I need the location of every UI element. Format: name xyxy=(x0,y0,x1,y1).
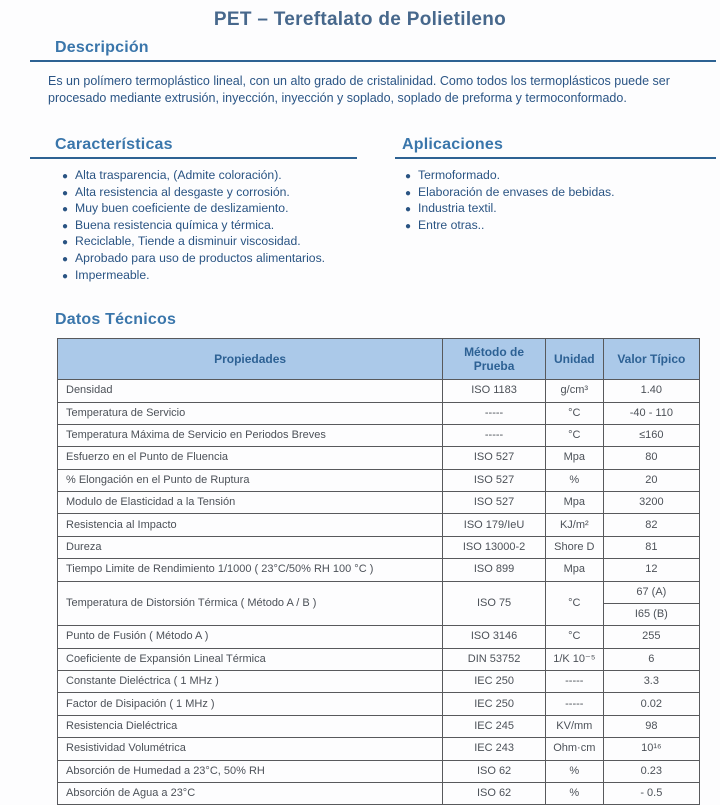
descripcion-heading-rule xyxy=(30,39,716,62)
table-row xyxy=(58,402,700,424)
value-cell: °C xyxy=(545,424,603,446)
list-item xyxy=(62,268,357,285)
value-cell: ISO 62 xyxy=(443,782,546,804)
value-cell: 67 (A) xyxy=(603,581,699,603)
bullet-icon: ● xyxy=(62,253,69,265)
datos-tecnicos-heading: Datos Técnicos xyxy=(55,311,177,329)
bullet-icon: ● xyxy=(62,204,69,216)
value-cell: °C xyxy=(545,626,603,648)
list-item-label: Alta resistencia al desgaste y corrosión. xyxy=(75,184,290,199)
value-cell: 0.02 xyxy=(603,693,699,715)
value-cell: % xyxy=(545,469,603,491)
bullet-icon: ● xyxy=(62,187,69,199)
property-cell: % Elongación en el Punto de Ruptura xyxy=(58,469,443,491)
bullet-icon: ● xyxy=(405,220,412,232)
aplicaciones-heading-rule xyxy=(395,136,716,159)
list-item-label: Buena resistencia química y térmica. xyxy=(75,217,275,232)
value-cell: ----- xyxy=(545,671,603,693)
value-cell: ISO 13000-2 xyxy=(443,536,546,558)
value-cell: 81 xyxy=(603,536,699,558)
list-item xyxy=(405,168,720,185)
list-item-label: Aprobado para uso de productos alimentarios. xyxy=(75,250,326,265)
descripcion-body: Es un polímero termoplástico lineal, con un alto grado de cristalinidad. Como todos los termoplásticos puede ser procesado mediante extrusión, inyección, inyección y soplado, soplado de preforma y termoconformado. xyxy=(48,74,670,105)
property-cell: Temperatura de Distorsión Térmica ( Método A / B ) xyxy=(58,581,443,626)
property-cell: Temperatura Máxima de Servicio en Periodos Breves xyxy=(58,424,443,446)
property-cell: Modulo de Elasticidad a la Tensión xyxy=(58,492,443,514)
datos-tecnicos-table xyxy=(57,338,700,805)
property-cell: Dureza xyxy=(58,536,443,558)
value-cell: -40 - 110 xyxy=(603,402,699,424)
column-header: Propiedades xyxy=(58,339,443,380)
value-cell: Ohm·cm xyxy=(545,738,603,760)
caracteristicas-list xyxy=(0,168,357,284)
bullet-icon: ● xyxy=(62,171,69,182)
value-cell: KV/mm xyxy=(545,715,603,737)
list-item-label: Muy buen coeficiente de deslizamiento. xyxy=(75,201,289,216)
list-item xyxy=(62,234,357,251)
table-row xyxy=(58,559,700,581)
list-item-label: Impermeable. xyxy=(75,267,150,282)
list-item xyxy=(405,218,720,235)
value-cell: % xyxy=(545,782,603,804)
section-aplicaciones xyxy=(357,136,720,284)
value-cell: °C xyxy=(545,402,603,424)
bullet-icon: ● xyxy=(405,204,412,216)
value-cell: ISO 1183 xyxy=(443,380,546,402)
value-cell: ----- xyxy=(545,693,603,715)
property-cell: Absorción de Agua a 23°C xyxy=(58,782,443,804)
value-cell: 255 xyxy=(603,626,699,648)
value-cell: Mpa xyxy=(545,447,603,469)
section-descripcion xyxy=(0,39,720,107)
list-item xyxy=(62,201,357,218)
section-datos-tecnicos xyxy=(0,311,720,805)
table-header-row xyxy=(58,339,700,380)
value-cell: °C xyxy=(545,581,603,626)
caracteristicas-heading: Características xyxy=(55,136,173,153)
table-row xyxy=(58,648,700,670)
page-title: PET – Tereftalato de Polietileno xyxy=(213,9,507,30)
value-cell: % xyxy=(545,760,603,782)
table-row xyxy=(58,492,700,514)
bullet-icon: ● xyxy=(62,237,69,249)
value-cell: Shore D xyxy=(545,536,603,558)
value-cell: ISO 899 xyxy=(443,559,546,581)
list-item xyxy=(62,168,357,185)
list-item xyxy=(405,201,720,218)
table-row xyxy=(58,514,700,536)
property-cell: Coeficiente de Expansión Lineal Térmica xyxy=(58,648,443,670)
table-row xyxy=(58,782,700,804)
value-cell: 20 xyxy=(603,469,699,491)
value-cell: DIN 53752 xyxy=(443,648,546,670)
table-row xyxy=(58,469,700,491)
value-cell: ----- xyxy=(443,424,546,446)
value-cell: ISO 179/IeU xyxy=(443,514,546,536)
table-body xyxy=(58,380,700,805)
table-row xyxy=(58,715,700,737)
aplicaciones-heading: Aplicaciones xyxy=(402,136,504,153)
table-row xyxy=(58,626,700,648)
value-cell: IEC 245 xyxy=(443,715,546,737)
table-row xyxy=(58,424,700,446)
list-item xyxy=(405,185,720,202)
value-cell: 3.3 xyxy=(603,671,699,693)
property-cell: Punto de Fusión ( Método A ) xyxy=(58,626,443,648)
value-cell: 12 xyxy=(603,559,699,581)
table-header xyxy=(58,339,700,380)
property-cell: Resistencia Dieléctrica xyxy=(58,715,443,737)
property-cell: Factor de Disipación ( 1 MHz ) xyxy=(58,693,443,715)
column-header: Valor Típico xyxy=(603,339,699,380)
list-item-label: Alta trasparencia, (Admite coloración). xyxy=(75,168,282,182)
value-cell: g/cm³ xyxy=(545,380,603,402)
list-item xyxy=(62,218,357,235)
property-cell: Absorción de Humedad a 23°C, 50% RH xyxy=(58,760,443,782)
list-item-label: Reciclable, Tiende a disminuir viscosidad. xyxy=(75,234,301,249)
table-row xyxy=(58,671,700,693)
value-cell: IEC 243 xyxy=(443,738,546,760)
table-row xyxy=(58,738,700,760)
value-cell: ISO 75 xyxy=(443,581,546,626)
value-cell: - 0.5 xyxy=(603,782,699,804)
value-cell: 3200 xyxy=(603,492,699,514)
value-cell: Mpa xyxy=(545,559,603,581)
value-cell: 82 xyxy=(603,514,699,536)
value-cell: 1/K 10⁻⁵ xyxy=(545,648,603,670)
value-cell: ISO 527 xyxy=(443,447,546,469)
property-cell: Temperatura de Servicio xyxy=(58,402,443,424)
column-header: Unidad xyxy=(545,339,603,380)
value-cell: ISO 62 xyxy=(443,760,546,782)
bullet-icon: ● xyxy=(62,220,69,232)
value-cell: ----- xyxy=(443,402,546,424)
value-cell: 80 xyxy=(603,447,699,469)
value-cell: 0.23 xyxy=(603,760,699,782)
list-item-label: Entre otras.. xyxy=(418,217,485,232)
bullet-icon: ● xyxy=(405,171,412,182)
value-cell: 1.40 xyxy=(603,380,699,402)
value-cell: 98 xyxy=(603,715,699,737)
descripcion-heading: Descripción xyxy=(55,39,149,56)
value-cell: Mpa xyxy=(545,492,603,514)
list-item-label: Elaboración de envases de bebidas. xyxy=(418,184,615,199)
value-cell: ISO 3146 xyxy=(443,626,546,648)
list-item xyxy=(62,185,357,202)
value-cell: ISO 527 xyxy=(443,469,546,491)
value-cell: I65 (B) xyxy=(603,603,699,625)
list-item-label: Industria textil. xyxy=(418,201,497,216)
caracteristicas-heading-rule xyxy=(30,136,357,159)
value-cell: 6 xyxy=(603,648,699,670)
column-header: Método de Prueba xyxy=(443,339,546,380)
value-cell: 10¹⁶ xyxy=(603,738,699,760)
property-cell: Resistencia al Impacto xyxy=(58,514,443,536)
value-cell: ISO 527 xyxy=(443,492,546,514)
table-row xyxy=(58,380,700,402)
list-item xyxy=(62,251,357,268)
property-cell: Constante Dieléctrica ( 1 MHz ) xyxy=(58,671,443,693)
property-cell: Densidad xyxy=(58,380,443,402)
table-row xyxy=(58,447,700,469)
table-row xyxy=(58,536,700,558)
bullet-icon: ● xyxy=(405,187,412,199)
bullet-icon: ● xyxy=(62,270,69,282)
list-item-label: Termoformado. xyxy=(418,168,501,182)
value-cell: ≤160 xyxy=(603,424,699,446)
features-applications-row xyxy=(0,136,720,284)
aplicaciones-list xyxy=(357,168,720,234)
table-row xyxy=(58,693,700,715)
property-cell: Esfuerzo en el Punto de Fluencia xyxy=(58,447,443,469)
table-row xyxy=(58,760,700,782)
value-cell: IEC 250 xyxy=(443,671,546,693)
section-caracteristicas xyxy=(0,136,357,284)
property-cell: Resistividad Volumétrica xyxy=(58,738,443,760)
value-cell: KJ/m² xyxy=(545,514,603,536)
value-cell: IEC 250 xyxy=(443,693,546,715)
table-row xyxy=(58,581,700,603)
property-cell: Tiempo Limite de Rendimiento 1/1000 ( 23°C/50% RH 100 °C ) xyxy=(58,559,443,581)
